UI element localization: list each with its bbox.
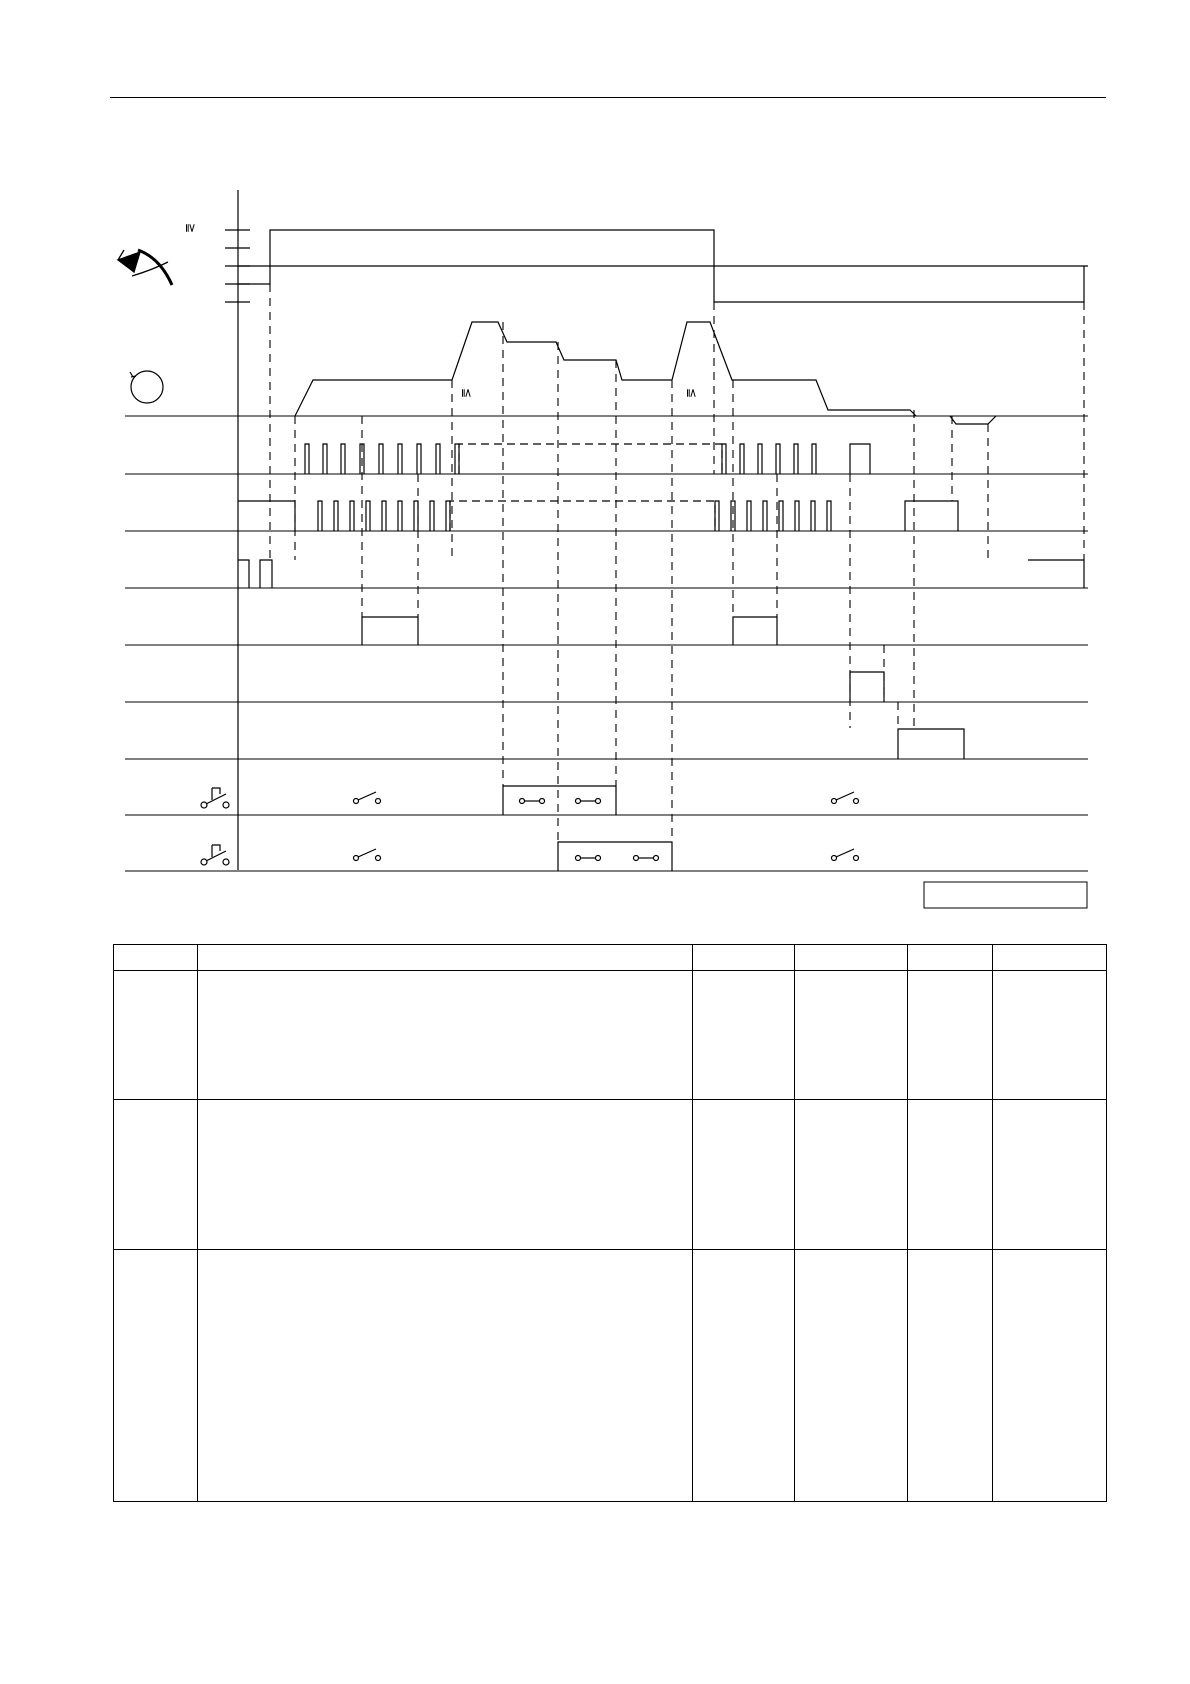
table-cell bbox=[795, 1250, 908, 1502]
signal-row-e bbox=[850, 672, 884, 702]
table-cell bbox=[114, 971, 198, 1100]
table-cell bbox=[908, 1250, 993, 1502]
table-cell bbox=[693, 1250, 795, 1502]
pulse-row-a-dashed bbox=[459, 444, 722, 474]
table-header-cell bbox=[198, 945, 693, 971]
table-header-cell bbox=[795, 945, 908, 971]
table-cell bbox=[198, 1250, 693, 1502]
table-cell bbox=[993, 1100, 1107, 1250]
table-row bbox=[114, 1250, 1107, 1502]
switch-open-icon bbox=[201, 788, 229, 865]
speed-curve bbox=[295, 322, 916, 416]
throttle-waveform bbox=[238, 230, 1088, 302]
table-cell bbox=[908, 971, 993, 1100]
table-cell bbox=[795, 1100, 908, 1250]
switch-row-2 bbox=[558, 842, 672, 871]
signal-row-f bbox=[898, 729, 964, 759]
table-header-cell bbox=[908, 945, 993, 971]
table-row bbox=[114, 971, 1107, 1100]
table-cell bbox=[908, 1100, 993, 1250]
switch-state-icons bbox=[354, 792, 859, 861]
timing-markers bbox=[270, 284, 1084, 842]
table-cell bbox=[198, 971, 693, 1100]
table-cell bbox=[795, 971, 908, 1100]
table-cell bbox=[114, 1250, 198, 1502]
table-cell bbox=[198, 1100, 693, 1250]
table-cell bbox=[693, 1100, 795, 1250]
table-header-cell bbox=[693, 945, 795, 971]
table-header-cell bbox=[114, 945, 198, 971]
signal-row-c bbox=[238, 560, 1084, 588]
table-cell bbox=[693, 971, 795, 1100]
pulse-row-a bbox=[305, 444, 870, 474]
pedal-icon bbox=[118, 250, 172, 285]
table-cell bbox=[993, 1250, 1107, 1502]
table-header-row bbox=[114, 945, 1107, 971]
throttle-threshold-label: ≧ bbox=[184, 223, 198, 234]
spec-table bbox=[113, 944, 1106, 1502]
table-row bbox=[114, 1100, 1107, 1250]
table-cell bbox=[114, 1100, 198, 1250]
speed-marker-1: ≦ bbox=[460, 388, 474, 399]
pulse-row-b-dashed bbox=[450, 501, 715, 531]
table-header-cell bbox=[993, 945, 1107, 971]
table-cell bbox=[993, 971, 1107, 1100]
speed-dip bbox=[950, 416, 996, 424]
signal-row-d bbox=[362, 617, 777, 645]
speed-gauge-arrow bbox=[130, 372, 136, 377]
legend-box bbox=[924, 882, 1087, 908]
speed-marker-2: ≦ bbox=[685, 388, 699, 399]
